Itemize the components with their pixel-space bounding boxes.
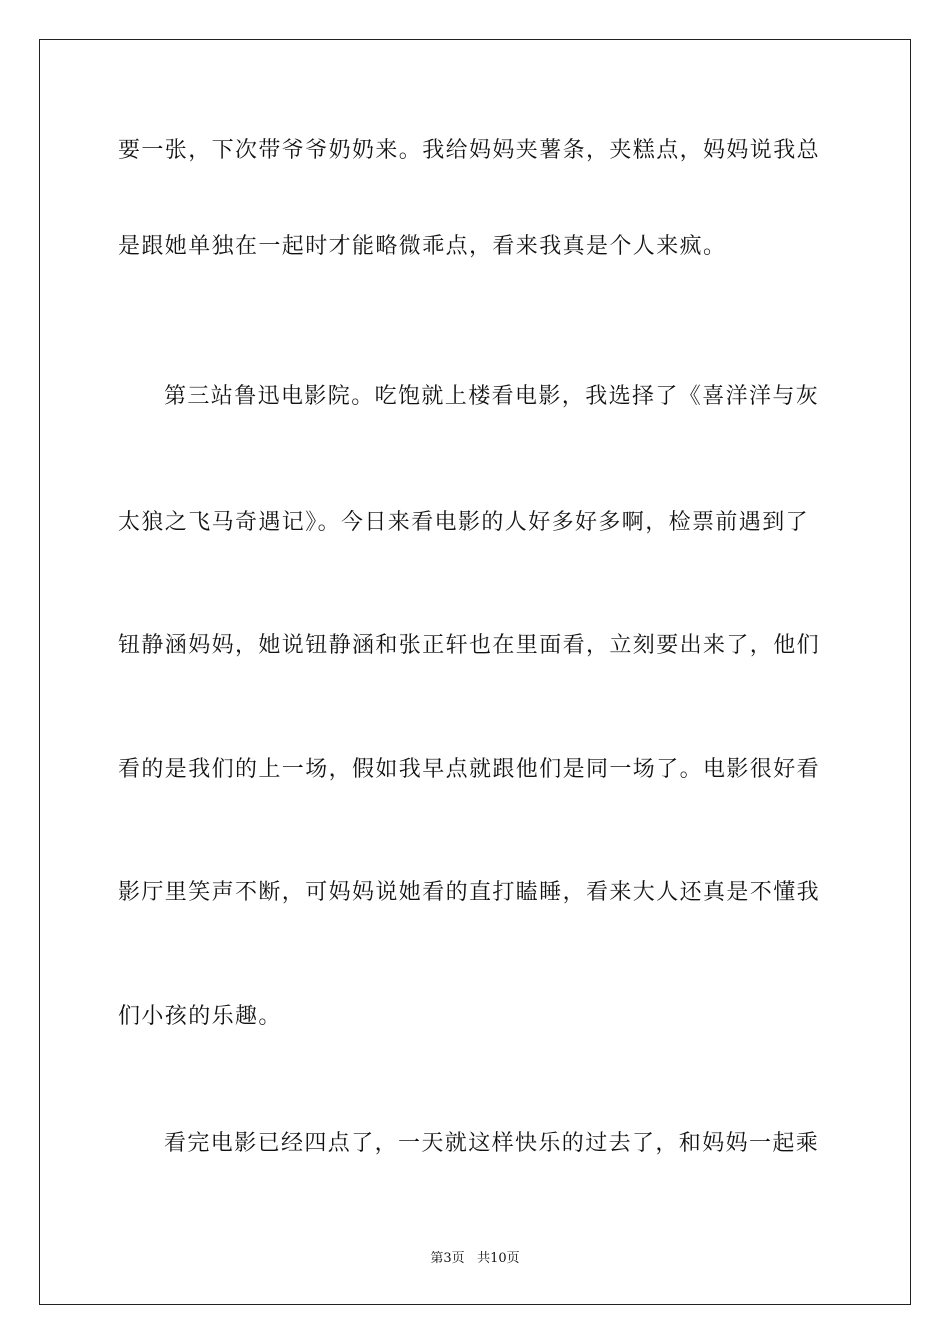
page-border bbox=[39, 39, 911, 1305]
paragraph-line-8: 们小孩的乐趣。 bbox=[118, 1004, 282, 1029]
paragraph-line-5: 钮静涵妈妈，她说钮静涵和张正轩也在里面看，立刻要出来了，他们 bbox=[118, 633, 821, 658]
paragraph-line-3: 第三站鲁迅电影院。吃饱就上楼看电影，我选择了《喜洋洋与灰 bbox=[164, 384, 820, 409]
page-number-current: 第3页 bbox=[430, 1251, 465, 1266]
paragraph-line-6: 看的是我们的上一场，假如我早点就跟他们是同一场了。电影很好看 bbox=[118, 757, 821, 782]
paragraph-line-4: 太狼之飞马奇遇记》。今日来看电影的人好多好多啊，检票前遇到了 bbox=[118, 510, 810, 535]
page-number-total: 共10页 bbox=[477, 1251, 520, 1266]
paragraph-line-1: 要一张，下次带爷爷奶奶来。我给妈妈夹薯条，夹糕点，妈妈说我总 bbox=[118, 138, 821, 163]
paragraph-line-2: 是跟她单独在一起时才能略微乖点，看来我真是个人来疯。 bbox=[118, 234, 727, 259]
paragraph-line-9: 看完电影已经四点了，一天就这样快乐的过去了，和妈妈一起乘 bbox=[164, 1131, 820, 1156]
page-footer bbox=[0, 1247, 950, 1266]
paragraph-line-7: 影厅里笑声不断，可妈妈说她看的直打瞌睡，看来大人还真是不懂我 bbox=[118, 880, 821, 905]
